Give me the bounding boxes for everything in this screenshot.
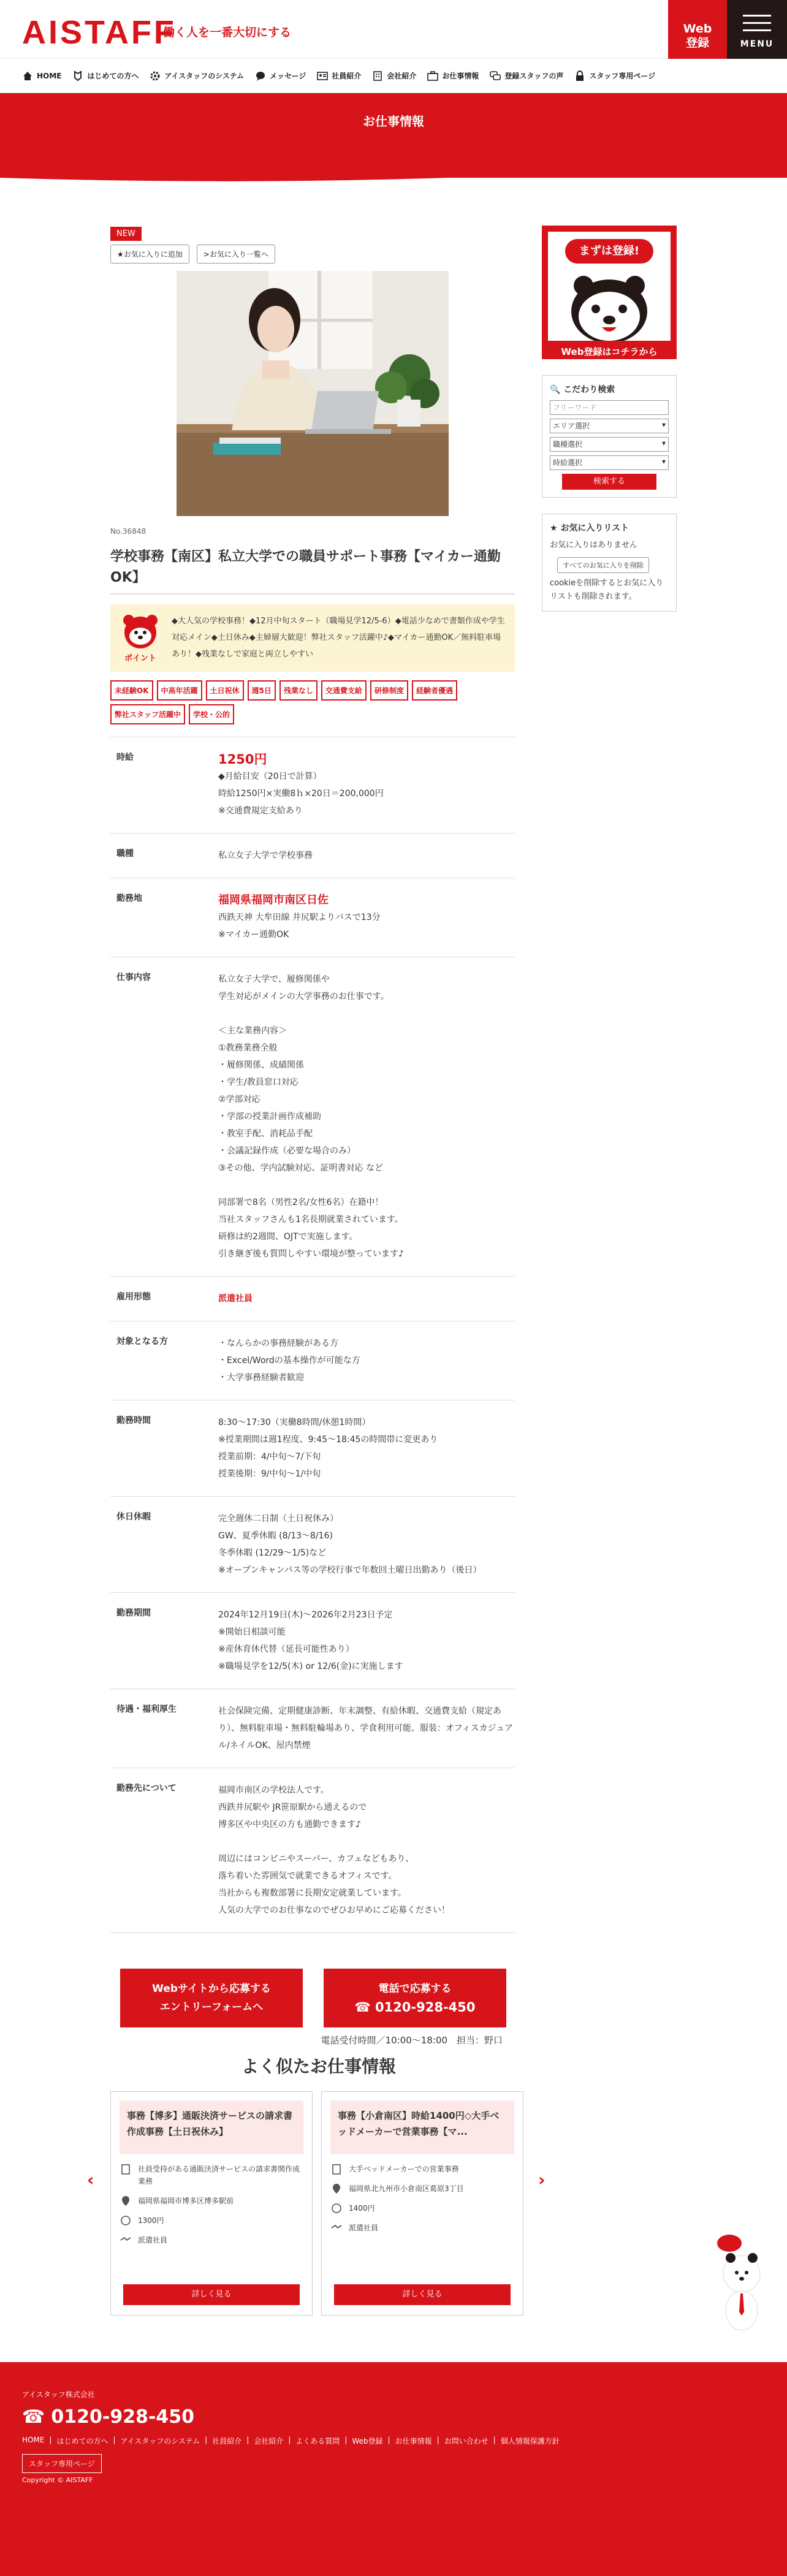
bear-point-icon: [119, 612, 162, 664]
card-place: 福岡県北九州市小倉南区葛原3丁目: [349, 2184, 464, 2193]
nav-label: 登録スタッフの声: [504, 72, 564, 80]
spec-label: 休日休暇: [116, 1512, 151, 1522]
tel-apply-button[interactable]: [324, 1969, 506, 2027]
tagline: 働く人を一番大切にする: [163, 26, 292, 39]
job-number: No.36848: [110, 527, 146, 536]
star-icon: ★: [550, 523, 558, 533]
card-company: 大手ベッドメーカーでの営業事務: [349, 2165, 459, 2173]
card-title: 事務【博多】通販決済サービスの請求書作成事務【土日祝休み】: [120, 2100, 303, 2154]
nav-label: スタッフ専用ページ: [589, 72, 656, 80]
nav-item-beginner[interactable]: [72, 70, 139, 82]
chevron-down-icon: ▾: [661, 457, 666, 466]
lock-icon: [574, 70, 585, 82]
card-wage: 1300円: [138, 2216, 164, 2225]
nav-item-message[interactable]: [255, 70, 306, 82]
location-detail: 西鉄天神 大牟田線 井尻駅よりバスで13分 ※マイカー通勤OK: [218, 913, 381, 940]
point-box: [110, 604, 515, 672]
nav-label: はじめての方へ: [87, 72, 139, 80]
similar-heading: よく似たお仕事情報: [241, 2056, 396, 2076]
search-box: [542, 375, 677, 498]
nav-label: お仕事情報: [442, 72, 479, 80]
nav-item-jobs[interactable]: [427, 70, 479, 82]
spec-row-location: [110, 878, 515, 957]
hamburger-icon: [743, 15, 771, 17]
register-bubble: まずは登録!: [565, 239, 653, 264]
speech-icon: [255, 70, 266, 82]
chat-icon: [490, 70, 501, 82]
building-icon: [120, 2163, 132, 2175]
footer-link[interactable]: お問い合わせ: [444, 2437, 489, 2445]
carousel-prev-icon[interactable]: ‹: [87, 2170, 94, 2190]
card-company: 社員受持がある通販決済サービスの請求書関作成業務: [138, 2165, 300, 2186]
tag: 週5日: [248, 680, 276, 701]
coin-icon: [330, 2202, 343, 2214]
similar-card[interactable]: [321, 2091, 523, 2316]
favorite-empty: お気に入りはありません: [550, 541, 638, 550]
tag: 土日祝休: [206, 680, 244, 701]
web-apply-button[interactable]: [120, 1969, 303, 2027]
footer-link[interactable]: 社員紹介: [212, 2437, 242, 2445]
home-icon: [22, 70, 33, 82]
pin-icon: [330, 2183, 343, 2195]
nav-label: アイスタッフのシステム: [164, 72, 245, 80]
tag: 学校・公的: [189, 704, 234, 724]
global-nav: [0, 59, 787, 93]
chevron-down-icon: ▾: [661, 420, 666, 429]
footer-tel[interactable]: [22, 2406, 194, 2428]
new-badge: NEW: [110, 227, 142, 241]
wage-select[interactable]: [550, 455, 669, 470]
footer-link[interactable]: よくある質問: [295, 2437, 340, 2445]
category-value: 私立女子大学で学校事務: [218, 851, 313, 861]
spec-row-wage: [110, 737, 515, 834]
favorite-box: [542, 514, 677, 612]
register-banner-inner: [548, 232, 671, 341]
footer-link[interactable]: Web登録: [352, 2437, 383, 2445]
web-register-line2: 登録: [685, 36, 709, 50]
area-select[interactable]: [550, 419, 669, 433]
similar-cards: [86, 2091, 552, 2316]
spec-label: 職種: [116, 849, 134, 859]
spec-row-about: [110, 1768, 515, 1933]
briefcase-icon: [427, 70, 438, 82]
favorite-list-button[interactable]: >お気に入り一覧へ: [197, 245, 275, 264]
card-type: 派遣社員: [349, 2224, 379, 2232]
site-header: [0, 0, 787, 59]
freeword-input[interactable]: フリーワード: [550, 400, 669, 415]
web-apply-line2: エントリーフォームへ: [159, 2001, 264, 2013]
logo[interactable]: AISTAFF: [22, 14, 177, 51]
job-select[interactable]: [550, 437, 669, 452]
nav-item-home[interactable]: [22, 70, 61, 82]
tag: 研修制度: [370, 680, 408, 701]
holiday-value: 完全週休二日制（土日祝休み） GW、夏季休暇 (8/13〜8/16) 冬季休暇 (12/29〜1/5)など ※オープンキャンパス等の学校行事で年数回土曜日出勤あり（後日）: [218, 1514, 482, 1575]
tel-hours: 電話受付時間／10:00〜18:00 担当：野口: [321, 2035, 503, 2046]
nav-label: メッセージ: [270, 72, 306, 80]
job-photo: [177, 271, 449, 516]
wage-select-value: 時給選択: [553, 458, 583, 467]
footer-link[interactable]: アイスタッフのシステム: [120, 2437, 200, 2445]
nav-item-company[interactable]: [372, 70, 416, 82]
bear-mascot-icon: [548, 267, 671, 341]
favorite-actions: [110, 245, 515, 264]
footer-tel-number: 0120-928-450: [51, 2406, 195, 2428]
card-detail-button[interactable]: 詳しく見る: [334, 2284, 511, 2305]
handshake-icon: [330, 2222, 343, 2234]
spec-row-work: [110, 957, 515, 1277]
spec-label: 雇用形態: [116, 1292, 151, 1302]
job-select-value: 職種選択: [553, 440, 583, 449]
coin-icon: [120, 2214, 132, 2227]
page-top-mascot-icon[interactable]: [712, 2231, 771, 2335]
nav-item-staff-page[interactable]: [574, 70, 655, 82]
building-icon: [372, 70, 383, 82]
spec-label: 時給: [116, 753, 134, 762]
tel-apply-line1: 電話で応募する: [378, 1983, 452, 1995]
tag: 交通費支給: [321, 680, 367, 701]
work-value: 私立女子大学で、履修関係や 学生対応がメインの大学事務のお仕事です。 ＜主な業務内容＞ ①教務業務全般 ・履修関係、成績関係 ・学生/教員窓口対応 ②学部対応 ・学部の授業計画作成補助 ・教室手配、消耗品手配 ・会議記録作成（必要な場合のみ） ③その他、学内試験対応、証明書対応 など 同部署で8名（男性2名/女性6名）在籍中！ 当社スタッフさんも1名長期就業されています。 研修は約2週間、OJTで実施します。 引き継ぎ後も質問しやすい環境が整っています♪: [218, 975, 404, 1259]
handshake-icon: [120, 2234, 132, 2246]
register-banner[interactable]: [542, 226, 677, 359]
nav-label: 会社紹介: [387, 72, 417, 80]
banner-curve: [0, 159, 787, 184]
search-title: こだわり検索: [563, 385, 615, 395]
hours-value: 8:30〜17:30（実働8時間/休憩1時間） ※授業期間は週1程度、9:45〜18:45の時間帯に変更あり 授業前期：4/中旬〜7/下旬 授業後期：9/中旬〜1/中旬: [218, 1418, 438, 1479]
card-detail-button[interactable]: 詳しく見る: [123, 2284, 300, 2305]
tag: 経験者優遇: [412, 680, 457, 701]
nav-item-staff-intro[interactable]: [317, 70, 361, 82]
beginner-icon: [72, 70, 83, 82]
spec-row-hours: [110, 1400, 515, 1497]
period-value: 2024年12月19日(木)〜2026年2月23日予定 ※開始日相談可能 ※産休育休代替（延長可能性あり） ※職場見学を12/5(木) or 12/6(金)に実施します: [218, 1610, 403, 1671]
chevron-down-icon: ▾: [661, 439, 666, 447]
nav-item-voices[interactable]: [490, 70, 563, 82]
footer-link[interactable]: 個人情報保護方針: [500, 2437, 560, 2445]
tag: 中高年活躍: [157, 680, 202, 701]
apply-buttons: [110, 1969, 515, 2027]
nav-label: 社員紹介: [332, 72, 362, 80]
pin-icon: [120, 2195, 132, 2207]
building-icon: [330, 2163, 343, 2175]
nav-label: HOME: [37, 71, 62, 80]
free-dial-icon: ☎: [354, 2000, 371, 2015]
search-icon: 🔍: [550, 385, 561, 395]
welfare-value: 社会保険完備、定期健康診断、年末調整、有給休暇、交通費支給（規定あり）、無料駐車場・無料駐輪場あり、学食利用可能、服装：オフィスカジュアル/ネイルOK、屋内禁煙: [218, 1706, 514, 1750]
location-value: 福岡県福岡市南区日佐: [218, 894, 329, 906]
sidebar: [542, 226, 677, 612]
spec-row-period: [110, 1593, 515, 1689]
about-value: 福岡市南区の学校法人です。 西鉄井尻駅や JR笹原駅から通えるので 博多区や中央区の方も通勤できます♪ 周辺にはコンビニやスーパー、カフェなどもあり、 落ち着いた雰囲気で就業できるオフィスです。 当社からも複数部署に長期安定就業しています。 人気の大学でのお仕事なのでぜひお早めにご応募ください！: [218, 1785, 450, 1915]
target-value: ・なんらかの事務経験がある方 ・Excel/Wordの基本操作が可能な方 ・大学事務経験者歓迎: [218, 1339, 360, 1383]
job-detail: [110, 227, 515, 2046]
web-apply-line1: Webサイトから応募する: [152, 1983, 271, 1995]
footer-link[interactable]: お仕事情報: [395, 2437, 432, 2445]
footer-link[interactable]: HOME: [22, 2436, 45, 2444]
spec-label: 勤務地: [116, 894, 142, 903]
footer-links: HOME | はじめての方へ | アイスタッフのシステム | 社員紹介 | 会社紹介 | よくある質問 | Web登録 | お仕事情報 | お問い合わせ | 個人情報保護方針: [22, 2436, 560, 2445]
menu-label: MENU: [740, 39, 774, 49]
card-wage: 1400円: [349, 2204, 375, 2213]
area-select-value: エリア選択: [553, 422, 590, 430]
spec-label: 勤務先について: [116, 1784, 177, 1793]
tag: 弊社スタッフ活躍中: [110, 704, 185, 724]
site-footer: [0, 2362, 787, 2576]
similar-card[interactable]: [110, 2091, 313, 2316]
spec-row-holiday: [110, 1497, 515, 1593]
card-title: 事務【小倉南区】時給1400円◇大手ベッドメーカーで営業事務【マ...: [330, 2100, 514, 2154]
point-text: ◆大人気の学校事務！◆12月中旬スタート（職場見学12/5-6）◆電話少なめで書類作成や学生対応メイン◆土日休み◆主婦層大歓迎！弊社スタッフ活躍中♪◆マイカー通勤OK／無料駐車場あり！◆残業なしで家庭と両立しやすい: [172, 617, 505, 659]
card-place: 福岡県福岡市博多区博多駅前: [138, 2197, 234, 2205]
nav-item-system[interactable]: [150, 70, 244, 82]
wage-detail: ◆月給目安（20日で計算） 時給1250円×実働8ｈ×20日＝200,000円 ※交通費規定支給あり: [218, 772, 384, 816]
hamburger-icon: [743, 22, 771, 24]
wage-value: 1250円: [218, 752, 267, 767]
spec-row-category: [110, 834, 515, 878]
tag: 残業なし: [279, 680, 317, 701]
spec-row-welfare: [110, 1689, 515, 1768]
job-spec-table: [110, 737, 515, 1933]
free-dial-icon: ☎: [22, 2406, 45, 2428]
card-type: 派遣社員: [138, 2236, 168, 2244]
footer-link[interactable]: はじめての方へ: [56, 2437, 108, 2445]
menu-button[interactable]: [727, 0, 787, 59]
spec-label: 勤務期間: [116, 1608, 151, 1618]
point-label: ポイント: [124, 654, 157, 663]
page-banner: [0, 93, 787, 178]
hamburger-icon: [743, 29, 771, 31]
favorite-title: お気に入りリスト: [560, 523, 629, 533]
id-card-icon: [317, 70, 328, 82]
copyright: Copyright © AISTAFF: [22, 2476, 93, 2484]
web-register-line1: Web: [683, 22, 712, 36]
page-title: お仕事情報: [363, 114, 424, 129]
spec-label: 勤務時間: [116, 1416, 151, 1426]
spec-label: 待遇・福利厚生: [116, 1704, 177, 1714]
clear-favorites-button[interactable]: すべてのお気に入りを削除: [557, 557, 649, 573]
footer-staff-page-button[interactable]: スタッフ専用ページ: [22, 2454, 102, 2473]
spec-label: 対象となる方: [116, 1337, 168, 1347]
add-favorite-button[interactable]: ★お気に入りに追加: [110, 245, 189, 264]
footer-company: アイスタッフ株式会社: [22, 2390, 95, 2399]
favorite-note: cookieを削除するとお気に入りリストも削除されます。: [550, 579, 664, 601]
spec-label: 仕事内容: [116, 973, 151, 982]
tag-list: [110, 680, 515, 724]
tel-number: 0120-928-450: [374, 2000, 476, 2015]
web-register-button[interactable]: [668, 0, 727, 59]
employment-value: 派遣社員: [218, 1294, 253, 1304]
register-footer: Web登録はコチラから: [561, 346, 658, 357]
job-title: 学校事務【南区】私立大学での職員サポート事務【マイカー通勤OK】: [110, 547, 515, 595]
carousel-next-icon[interactable]: ›: [538, 2170, 546, 2190]
spec-row-target: [110, 1321, 515, 1400]
tag: 未経験OK: [110, 680, 153, 701]
spec-row-employment: [110, 1277, 515, 1321]
gear-icon: [150, 70, 161, 82]
search-button[interactable]: 検索する: [562, 474, 656, 490]
footer-link[interactable]: 会社紹介: [254, 2437, 284, 2445]
similar-jobs: [86, 2053, 552, 2316]
